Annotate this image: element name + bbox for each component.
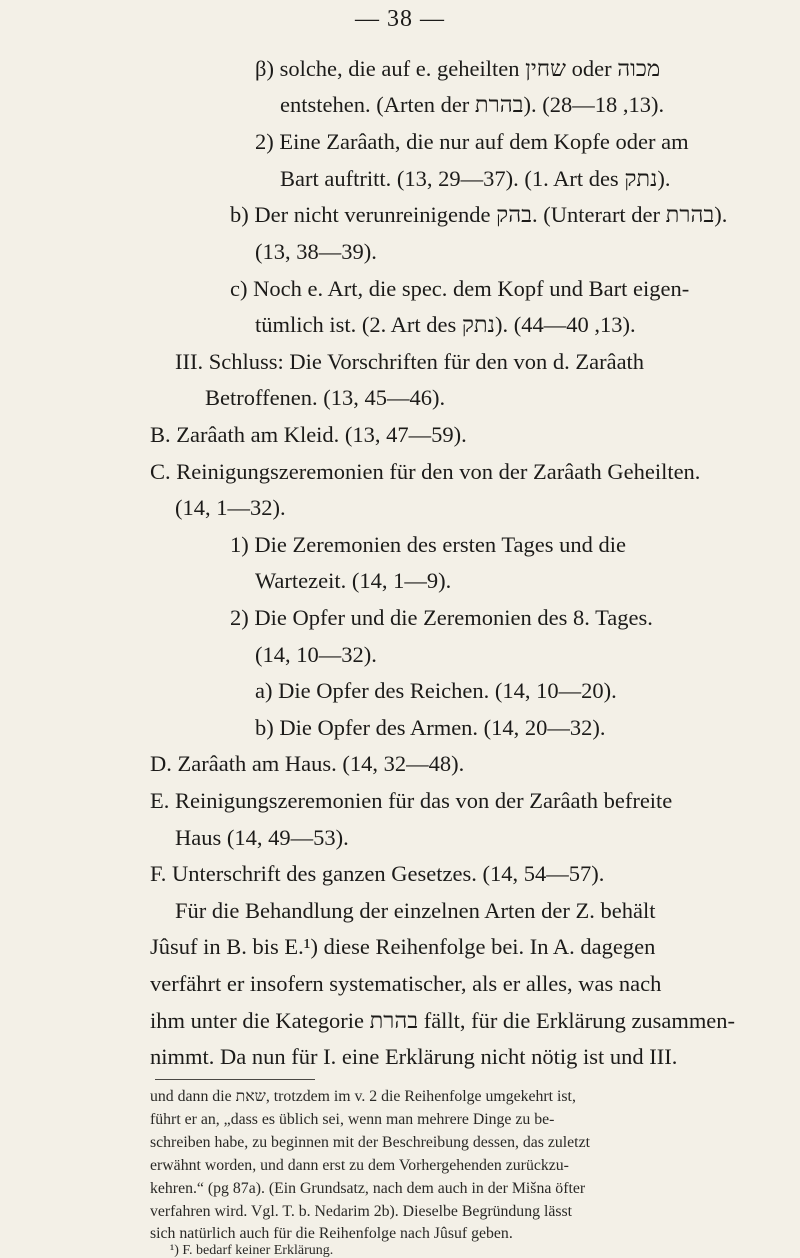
- text-line: F. Unterschrift des ganzen Gesetzes. (14, 54—57).: [150, 861, 605, 886]
- text-line: nimmt. Da nun für I. eine Erklärung nicht nötig ist und III.: [150, 1044, 678, 1069]
- text-line: Bart auftritt. (13, 29—37). (1. Art des נתק).: [280, 166, 671, 191]
- text-line: B. Zarâath am Kleid. (13, 47—59).: [150, 422, 467, 447]
- text-line: ihm unter die Kategorie בהרת fällt, für die Erklärung zusammen-: [150, 1008, 735, 1033]
- text-line: b) Der nicht verunreinigende בהק. (Unterart der בהרת).: [230, 202, 728, 227]
- text-line: 1) Die Zeremonien des ersten Tages und die: [230, 532, 627, 557]
- text-line: 2) Die Opfer und die Zeremonien des 8. Tages.: [230, 605, 653, 630]
- text-line: Haus (14, 49—53).: [175, 825, 349, 850]
- text-line: (13, 38—39).: [255, 239, 377, 264]
- text-line: Wartezeit. (14, 1—9).: [255, 568, 452, 593]
- text-line: entstehen. (Arten der בהרת). (13, 18—28).: [280, 92, 665, 117]
- footnote-line: führt er an, „dass es üblich sei, wenn man mehrere Dinge zu be-: [150, 1111, 555, 1128]
- footnote-line: ¹) F. bedarf keiner Erklärung.: [170, 1243, 334, 1258]
- text-line: tümlich ist. (2. Art des נתק). (13, 40—44).: [255, 312, 636, 337]
- text-line: Betroffenen. (13, 45—46).: [205, 385, 446, 410]
- text-line: verfährt er insofern systematischer, als er alles, was nach: [150, 971, 662, 996]
- page-header: — 38 —: [355, 6, 445, 32]
- footnote-line: und dann die שאת, trotzdem im v. 2 die Reihenfolge umgekehrt ist,: [150, 1088, 576, 1105]
- footnote-line: erwähnt worden, und dann erst zu dem Vorhergehenden zurückzu-: [150, 1157, 569, 1174]
- text-line: E. Reinigungszeremonien für das von der Zarâath befreite: [150, 788, 673, 813]
- footnote-line: schreiben habe, zu beginnen mit der Beschreibung dessen, das zuletzt: [150, 1134, 590, 1151]
- text-line: III. Schluss: Die Vorschriften für den von d. Zarâath: [175, 349, 645, 374]
- text-line: b) Die Opfer des Armen. (14, 20—32).: [255, 715, 606, 740]
- text-line: C. Reinigungszeremonien für den von der Zarâath Geheilten.: [150, 459, 701, 484]
- text-line: Für die Behandlung der einzelnen Arten der Z. behält: [175, 898, 656, 923]
- text-line: D. Zarâath am Haus. (14, 32—48).: [150, 751, 465, 776]
- text-line: a) Die Opfer des Reichen. (14, 10—20).: [255, 678, 617, 703]
- footnote-line: kehren.“ (pg 87a). (Ein Grundsatz, nach dem auch in der Mišna öfter: [150, 1180, 586, 1197]
- text-line: c) Noch e. Art, die spec. dem Kopf und Bart eigen-: [230, 276, 690, 301]
- text-line: β) solche, die auf e. geheilten שחין oder מכוה: [255, 56, 661, 81]
- footnote-line: verfahren wird. Vgl. T. b. Nedarim 2b). Dieselbe Begründung lässt: [150, 1203, 573, 1220]
- footnote-line: sich natürlich auch für die Reihenfolge nach Jûsuf geben.: [150, 1225, 513, 1242]
- text-line: (14, 1—32).: [175, 495, 286, 520]
- footnote-rule: [155, 1079, 315, 1080]
- text-line: Jûsuf in B. bis E.¹) diese Reihenfolge bei. In A. dagegen: [150, 934, 656, 959]
- text-line: (14, 10—32).: [255, 642, 377, 667]
- text-line: 2) Eine Zarâath, die nur auf dem Kopfe oder am: [255, 129, 689, 154]
